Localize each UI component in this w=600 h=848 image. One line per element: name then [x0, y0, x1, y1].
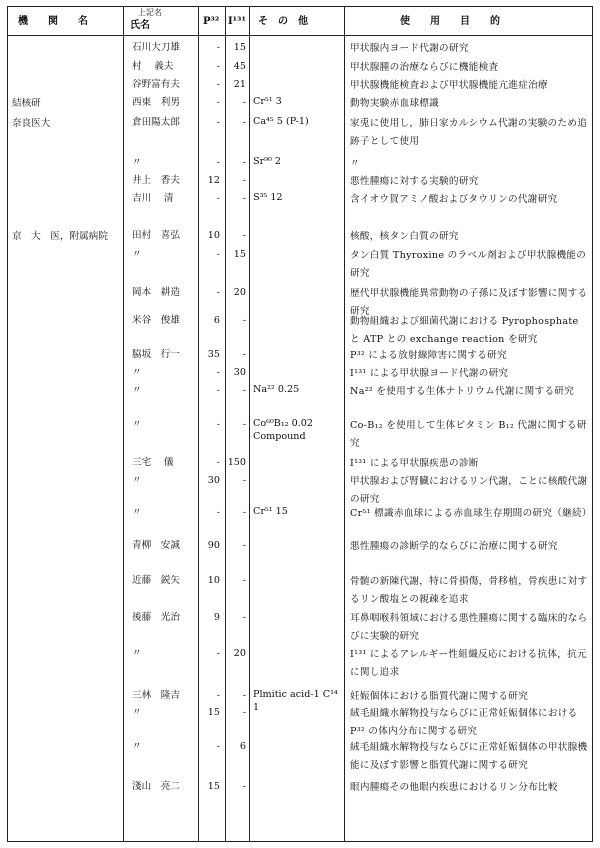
table-row: [8, 646, 592, 682]
name-cell: 西東 利男: [132, 97, 180, 108]
p32-cell: 9: [213, 612, 220, 623]
header-purpose: 使 用 目 的: [400, 16, 500, 27]
p32-cell: -: [216, 741, 220, 752]
p32-cell: -: [216, 117, 220, 128]
name-cell: 三宅 儀: [132, 457, 174, 468]
purpose-cell: 眼内腫瘍その他眼内疾患におけるリン分布比較: [350, 782, 558, 793]
p32-cell: -: [216, 97, 220, 108]
purpose-cell: 家兎に使用し，肺日家カルシウム代謝の実験のため追跡子として使用: [350, 118, 588, 147]
purpose-cell: 核酸，核タン白質の研究: [350, 231, 459, 242]
i131-cell: 30: [233, 367, 246, 378]
purpose-cell: Co-B₁₂ を使用して生体ビタミン B₁₂ 代謝に関する研究: [350, 420, 587, 449]
name-cell: 〃: [132, 648, 142, 659]
purpose-cell: 歴代甲状腺機能異常動物の子孫に及ぼす影響に関する研究: [350, 288, 588, 317]
p32-cell: 35: [207, 349, 220, 360]
p32-cell: -: [216, 648, 220, 659]
p32-cell: -: [216, 249, 220, 260]
table-row: [8, 247, 592, 283]
table-row: [8, 77, 592, 95]
table-row: [8, 473, 592, 509]
name-cell: 後藤 光治: [132, 612, 180, 623]
table-row: [8, 95, 592, 113]
name-cell: 吉川 清: [132, 193, 174, 204]
purpose-cell: 耳鼻咽喉科領域における悪性腫瘍に関する臨床的ならびに実験的研究: [350, 613, 588, 642]
table-row: [8, 573, 592, 609]
agency-cell: 奈良医大: [12, 118, 51, 129]
i131-cell: -: [242, 612, 246, 623]
header-name-top: 上記名: [138, 8, 162, 17]
table-row: [8, 455, 592, 473]
p32-cell: -: [216, 193, 220, 204]
p32-cell: 10: [207, 575, 220, 586]
other-cell: S³⁵ 12: [253, 192, 283, 203]
other-cell: Sr⁹⁰ 2: [253, 156, 282, 167]
i131-cell: -: [242, 97, 246, 108]
i131-cell: -: [242, 385, 246, 396]
purpose-cell: I¹³¹ による甲状腺疾患の診断: [350, 458, 479, 469]
purpose-cell: タン白質 Thyroxine のラベル剤および甲状腺機能の研究: [350, 250, 587, 279]
p32-cell: -: [216, 367, 220, 378]
purpose-cell: 含イオウ賀アミノ酸およびタウリンの代謝研究: [350, 194, 558, 205]
table-row: [8, 538, 592, 556]
table-row: [8, 59, 592, 77]
i131-cell: -: [242, 475, 246, 486]
header-divider: [8, 35, 592, 36]
name-cell: 〃: [132, 385, 142, 396]
name-cell: 〃: [132, 157, 142, 168]
i131-cell: -: [242, 540, 246, 551]
p32-cell: -: [216, 42, 220, 53]
i131-cell: -: [242, 575, 246, 586]
table-row: [8, 610, 592, 646]
name-cell: 淺山 亮二: [132, 781, 180, 792]
other-cell: Cr⁵¹ 3: [253, 96, 282, 107]
header-agency: 機 関 名: [18, 16, 88, 27]
other-cell: Cr⁵¹ 15: [253, 506, 288, 517]
purpose-cell: 甲状腺および腎臓におけるリン代謝，ことに核酸代謝の研究: [350, 476, 588, 505]
header-other: そ の 他: [258, 16, 308, 27]
table-row: [8, 383, 592, 419]
agency-cell: 京 大 医，附属病院: [12, 231, 108, 242]
table-row: [8, 173, 592, 191]
header-name: 氏名: [130, 20, 150, 31]
table-row: [8, 191, 592, 209]
p32-cell: -: [216, 287, 220, 298]
table-row: [8, 705, 592, 741]
purpose-cell: Cr⁵¹ 標識赤血球による赤血球生存期間の研究（継続）: [350, 508, 592, 519]
i131-cell: 15: [233, 249, 246, 260]
purpose-cell: I¹³¹ によるアレルギー性組織反応における抗体，抗元に関し追求: [350, 649, 587, 678]
i131-cell: 6: [239, 741, 246, 752]
agency-cell: 結核研: [12, 98, 41, 109]
name-cell: 村 義夫: [132, 61, 174, 72]
name-cell: 三林 隆吉: [132, 690, 180, 701]
i131-cell: -: [242, 315, 246, 326]
table-row: [8, 417, 592, 453]
name-cell: 谷野富有夫: [132, 79, 180, 90]
table-row: [8, 313, 592, 349]
table-row: [8, 779, 592, 815]
p32-cell: -: [216, 690, 220, 701]
name-cell: 〃: [132, 507, 142, 518]
p32-cell: 10: [207, 230, 220, 241]
p32-cell: 90: [207, 540, 220, 551]
i131-cell: -: [242, 349, 246, 360]
table-row: [8, 505, 592, 541]
name-cell: 〃: [132, 475, 142, 486]
purpose-cell: 悪性腫瘍に対する実験的研究: [350, 176, 479, 187]
purpose-cell: P³² による放射線障害に関する研究: [350, 350, 507, 361]
name-cell: 近藤 鋭矢: [132, 575, 180, 586]
table-row: [8, 155, 592, 173]
p32-cell: 15: [207, 781, 220, 792]
i131-cell: -: [242, 419, 246, 430]
p32-cell: -: [216, 61, 220, 72]
purpose-cell: 甲状腺腫の治療ならびに機能検査: [350, 62, 499, 73]
i131-cell: -: [242, 157, 246, 168]
i131-cell: -: [242, 230, 246, 241]
purpose-cell: 動物実験赤血球標識: [350, 98, 440, 109]
i131-cell: 20: [233, 648, 246, 659]
name-cell: 脇坂 行一: [132, 349, 180, 360]
purpose-cell: Na²² を使用する生体ナトリウム代謝に関する研究: [350, 386, 575, 397]
name-cell: 〃: [132, 419, 142, 430]
table-row: [8, 40, 592, 58]
i131-cell: -: [242, 507, 246, 518]
i131-cell: 15: [233, 42, 246, 53]
name-cell: 倉田陽太郎: [132, 117, 180, 128]
i131-cell: 45: [233, 61, 246, 72]
i131-cell: -: [242, 707, 246, 718]
i131-cell: -: [242, 175, 246, 186]
name-cell: 青柳 安誠: [132, 540, 180, 551]
p32-cell: -: [216, 385, 220, 396]
purpose-cell: 絨毛組織水解物投与ならびに正常妊娠個体の甲状腺機能に及ぼす影響と脂質代謝に関する研究: [350, 742, 588, 771]
i131-cell: -: [242, 690, 246, 701]
other-cell: Ca⁴⁵ 5 (P-1): [253, 116, 309, 127]
purpose-cell: 甲状腺内ヨード代謝の研究: [350, 43, 469, 54]
p32-cell: -: [216, 79, 220, 90]
name-cell: 石川大刀雄: [132, 42, 180, 53]
name-cell: 井上 香夫: [132, 175, 180, 186]
purpose-cell: 骨髄の新陳代謝，特に骨損傷，骨移植，骨疾患に対するリン酸塩との親疎を追求: [350, 576, 588, 605]
purpose-cell: 妊娠個体における脂質代謝に関する研究: [350, 691, 529, 702]
purpose-cell: 〃: [350, 158, 360, 169]
i131-cell: 20: [233, 287, 246, 298]
purpose-cell: 絨毛組織水解物投与ならびに正常妊娠個体における P³² の体内分布に関する研究: [350, 708, 578, 737]
p32-cell: -: [216, 157, 220, 168]
table-row: [8, 365, 592, 383]
i131-cell: -: [242, 781, 246, 792]
name-cell: 岡本 耕造: [132, 287, 180, 298]
p32-cell: 6: [213, 315, 220, 326]
i131-cell: -: [242, 193, 246, 204]
name-cell: 〃: [132, 707, 142, 718]
purpose-cell: I¹³¹ による甲状腺ヨード代謝の研究: [350, 368, 509, 379]
i131-cell: 150: [227, 457, 246, 468]
table-row: [8, 228, 592, 246]
header-p32: P³²: [203, 16, 220, 27]
other-cell: Na²² 0.25: [253, 384, 300, 395]
other-cell: Co⁶⁰B₁₂ 0.02 Compound: [253, 418, 313, 442]
other-cell: Plmitic acid-1 C¹⁴ 1: [253, 689, 338, 713]
p32-cell: -: [216, 419, 220, 430]
name-cell: 米谷 俊雄: [132, 315, 180, 326]
table-row: [8, 347, 592, 365]
document-table: [7, 6, 593, 842]
header-i131: I¹³¹: [228, 16, 246, 27]
table-row: [8, 115, 592, 151]
i131-cell: 21: [233, 79, 246, 90]
p32-cell: -: [216, 457, 220, 468]
name-cell: 〃: [132, 249, 142, 260]
name-cell: 田村 喜弘: [132, 230, 180, 241]
p32-cell: 15: [207, 707, 220, 718]
name-cell: 〃: [132, 367, 142, 378]
p32-cell: -: [216, 507, 220, 518]
i131-cell: -: [242, 117, 246, 128]
p32-cell: 30: [207, 475, 220, 486]
name-cell: 〃: [132, 741, 142, 752]
p32-cell: 12: [207, 175, 220, 186]
purpose-cell: 悪性腫瘍の診断学的ならびに治療に関する研究: [350, 541, 558, 552]
purpose-cell: 動物組織および細菌代謝における Pyrophosphate と ATP との exchange reaction を研究: [350, 316, 579, 345]
purpose-cell: 甲状腺機能検査および甲状腺機能亢進症治療: [350, 80, 548, 91]
